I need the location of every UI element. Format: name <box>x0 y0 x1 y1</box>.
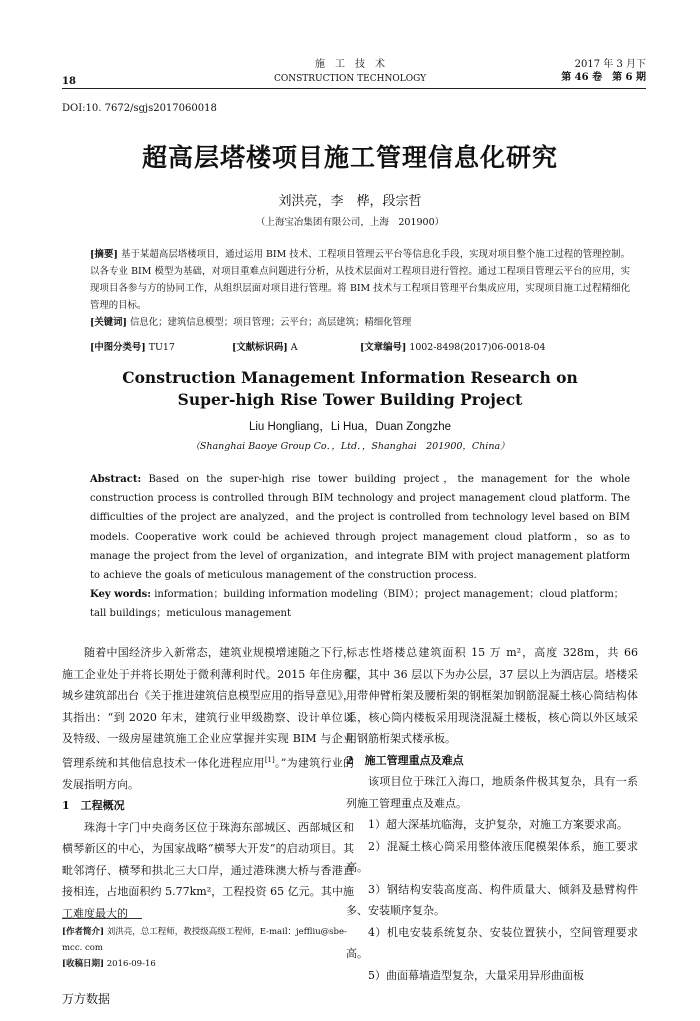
intro-text: 随着中国经济步入新常态，建筑业规模增速随之下行，施工企业处于并将长期处于微利薄利时代。2015 年住房和城乡建筑部出台《关于推进建筑信息模型应用的指导意见》，其指出：“到 2020 年末，建筑行业甲级勘察、设计单位以及特级、一级房屋建筑施工企业应掌握并实现 BIM 与企业管理系统和其他信息技术一体化进程应用 <box>62 646 354 770</box>
clc-field <box>90 339 175 353</box>
keywords-en-label: Key words <box>90 589 148 600</box>
issue-volume: 第 46 卷 第 6 期 <box>561 72 646 83</box>
intro-text-end: 。”为建筑行业的发展指明方向。 <box>62 756 354 791</box>
body-right-column <box>346 642 638 986</box>
doc-value: A <box>290 342 298 353</box>
title-en-line2: Super-high Rise Tower Building Project <box>177 390 523 409</box>
author-note-label: [作者简介] <box>62 927 105 937</box>
title-cn: 超高层塔楼项目施工管理信息化研究 <box>141 143 558 172</box>
list-item: 5）曲面幕墙造型复杂，大量采用异形曲面板 <box>368 968 584 982</box>
doc-label: [文献标识码] <box>232 342 288 353</box>
article-value: 1002-8498(2017)06-0018-04 <box>409 342 546 353</box>
keywords-en-text: information；building information modeling（BIM）；project management；cloud platform；tall buildings；meticulous management <box>90 589 624 620</box>
received-date-text: 2016-09-16 <box>106 959 156 969</box>
header-rule <box>62 88 646 89</box>
page-number: 18 <box>62 76 76 87</box>
list-item: 3）钢结构安装高度高、构件质量大、倾斜及悬臂构件多、安装顺序复杂。 <box>346 882 638 917</box>
journal-name-en: CONSTRUCTION TECHNOLOGY <box>273 74 427 84</box>
issue-date: 2017 年 3 月下 <box>574 59 646 70</box>
keywords-en: Key words: information；building information modeling（BIM）；project management；cloud platform；tall buildings；meticulous management <box>90 589 624 620</box>
abstract-cn-label: [摘要] <box>90 249 118 260</box>
footnote-rule <box>62 918 142 919</box>
received-date-label: [收稿日期] <box>62 959 105 969</box>
body-left-column <box>62 642 354 924</box>
abstract-cn <box>90 246 630 331</box>
footnote <box>62 924 354 972</box>
keywords-cn-label: [关键词] <box>90 317 127 328</box>
affiliation-en: （Shanghai Baoye Group Co．，Ltd．，Shanghai 201900，China） <box>190 441 510 452</box>
citation-ref: [1] <box>264 755 275 764</box>
affiliation-cn: （上海宝冶集团有限公司，上海 201900） <box>255 217 445 228</box>
abstract-en-label: Abstract <box>90 474 138 485</box>
keywords-cn-text: 信息化；建筑信息模型；项目管理；云平台；高层建筑；精细化管理 <box>129 317 412 328</box>
title-en <box>0 367 700 411</box>
received-date <box>62 956 354 972</box>
tower-paragraph: 标志性塔楼总建筑面积 15 万 m²，高度 328m，共 66 层，其中 36 层以下为办公层，37 层以上为酒店层。塔楼采用带伸臂桁架及腰桁架的钢框架加钢筋混凝土核心筒结构体系，核心筒内楼板采用现浇混凝土楼板，核心筒以外区域采用钢筋桁架式楼承板。 <box>346 646 638 745</box>
journal-name-cn: 施 工 技 术 <box>315 59 385 70</box>
section-2-heading: 2 施工管理重点及难点 <box>346 753 464 767</box>
article-label: [文章编号] <box>360 342 407 353</box>
article-field <box>360 339 545 353</box>
title-en-line1: Construction Management Information Research on <box>122 368 578 387</box>
abstract-cn-text: 基于某超高层塔楼项目，通过运用 BIM 技术、工程项目管理云平台等信息化手段，实现对项目整个施工过程的管理控制。以各专业 BIM 模型为基础，对项目重难点问题进行分析，从技术层面对工程项目进行管控。通过工程项目管理云平台的应用，实现项目各参与方的协同工作，从组织层面对项目进行管理。将 BIM 技术与工程项目管理平台集成应用，实现项目施工过程精细化管理的目标。 <box>90 249 630 311</box>
abstract-en: Abstract: Based on the super-high rise tower building project，the management for the whole construction process is controlled through BIM technology and project management cloud platform. The difficulties of the project are analyzed，and the project is controlled from technology level based on BIM models. Cooperative work could be achieved through project management cloud platform，so as to manage the project from the level of organization，and integrate BIM with project management platform to achieve the goals of meticulous management of the construction process. <box>90 474 631 582</box>
list-item: 1）超大深基坑临海，支护复杂，对施工方案要求高。 <box>368 818 628 831</box>
intro-paragraph <box>62 642 354 795</box>
clc-label: [中图分类号] <box>90 342 146 353</box>
author-note <box>62 924 354 956</box>
difficulty-intro: 该项目位于珠江入海口，地质条件极其复杂，具有一系列施工管理重点及难点。 <box>346 775 638 810</box>
abstract-en-text: Based on the super-high rise tower building project，the management for the whole construction process is controlled through BIM technology and project management cloud platform. The difficulties of the project are analyzed，and the project is controlled from technology level based on BIM models. Cooperative work could be achieved through project management cloud platform，so as to manage the project from the level of organization，and integrate BIM with project management platform to achieve the goals of meticulous management of the construction process. <box>90 474 631 582</box>
watermark: 万方数据 <box>62 992 111 1006</box>
doi: DOI:10. 7672/sgjs2017060018 <box>62 103 217 114</box>
authors-cn: 刘洪亮，李 桦，段宗哲 <box>278 194 422 209</box>
author-note-text: 刘洪亮，总工程师，教授级高级工程师，E-mail：jeffliu@sbe-mcc. com <box>62 927 347 953</box>
overview-paragraph: 珠海十字门中央商务区位于珠海东部城区、西部城区和横琴新区的中心，为国家战略“横琴大开发”的启动项目。其毗邻湾仔、横琴和拱北三大口岸，通过港珠澳大桥与香港直接相连，占地面积约 5.77km²，工程投资 65 亿元。其中施工难度最大的 <box>62 820 354 920</box>
doc-field <box>232 339 298 353</box>
clc-value: TU17 <box>148 342 175 353</box>
issue-info <box>561 58 646 84</box>
authors-en: Liu Hongliang，Li Hua，Duan Zongzhe <box>248 421 451 433</box>
list-item: 4）机电安装系统复杂、安装位置狭小，空间管理要求高。 <box>346 925 638 960</box>
list-item: 2）混凝土核心筒采用整体液压爬模架体系，施工要求高。 <box>346 839 638 874</box>
section-1-heading: 1 工程概况 <box>62 799 125 813</box>
